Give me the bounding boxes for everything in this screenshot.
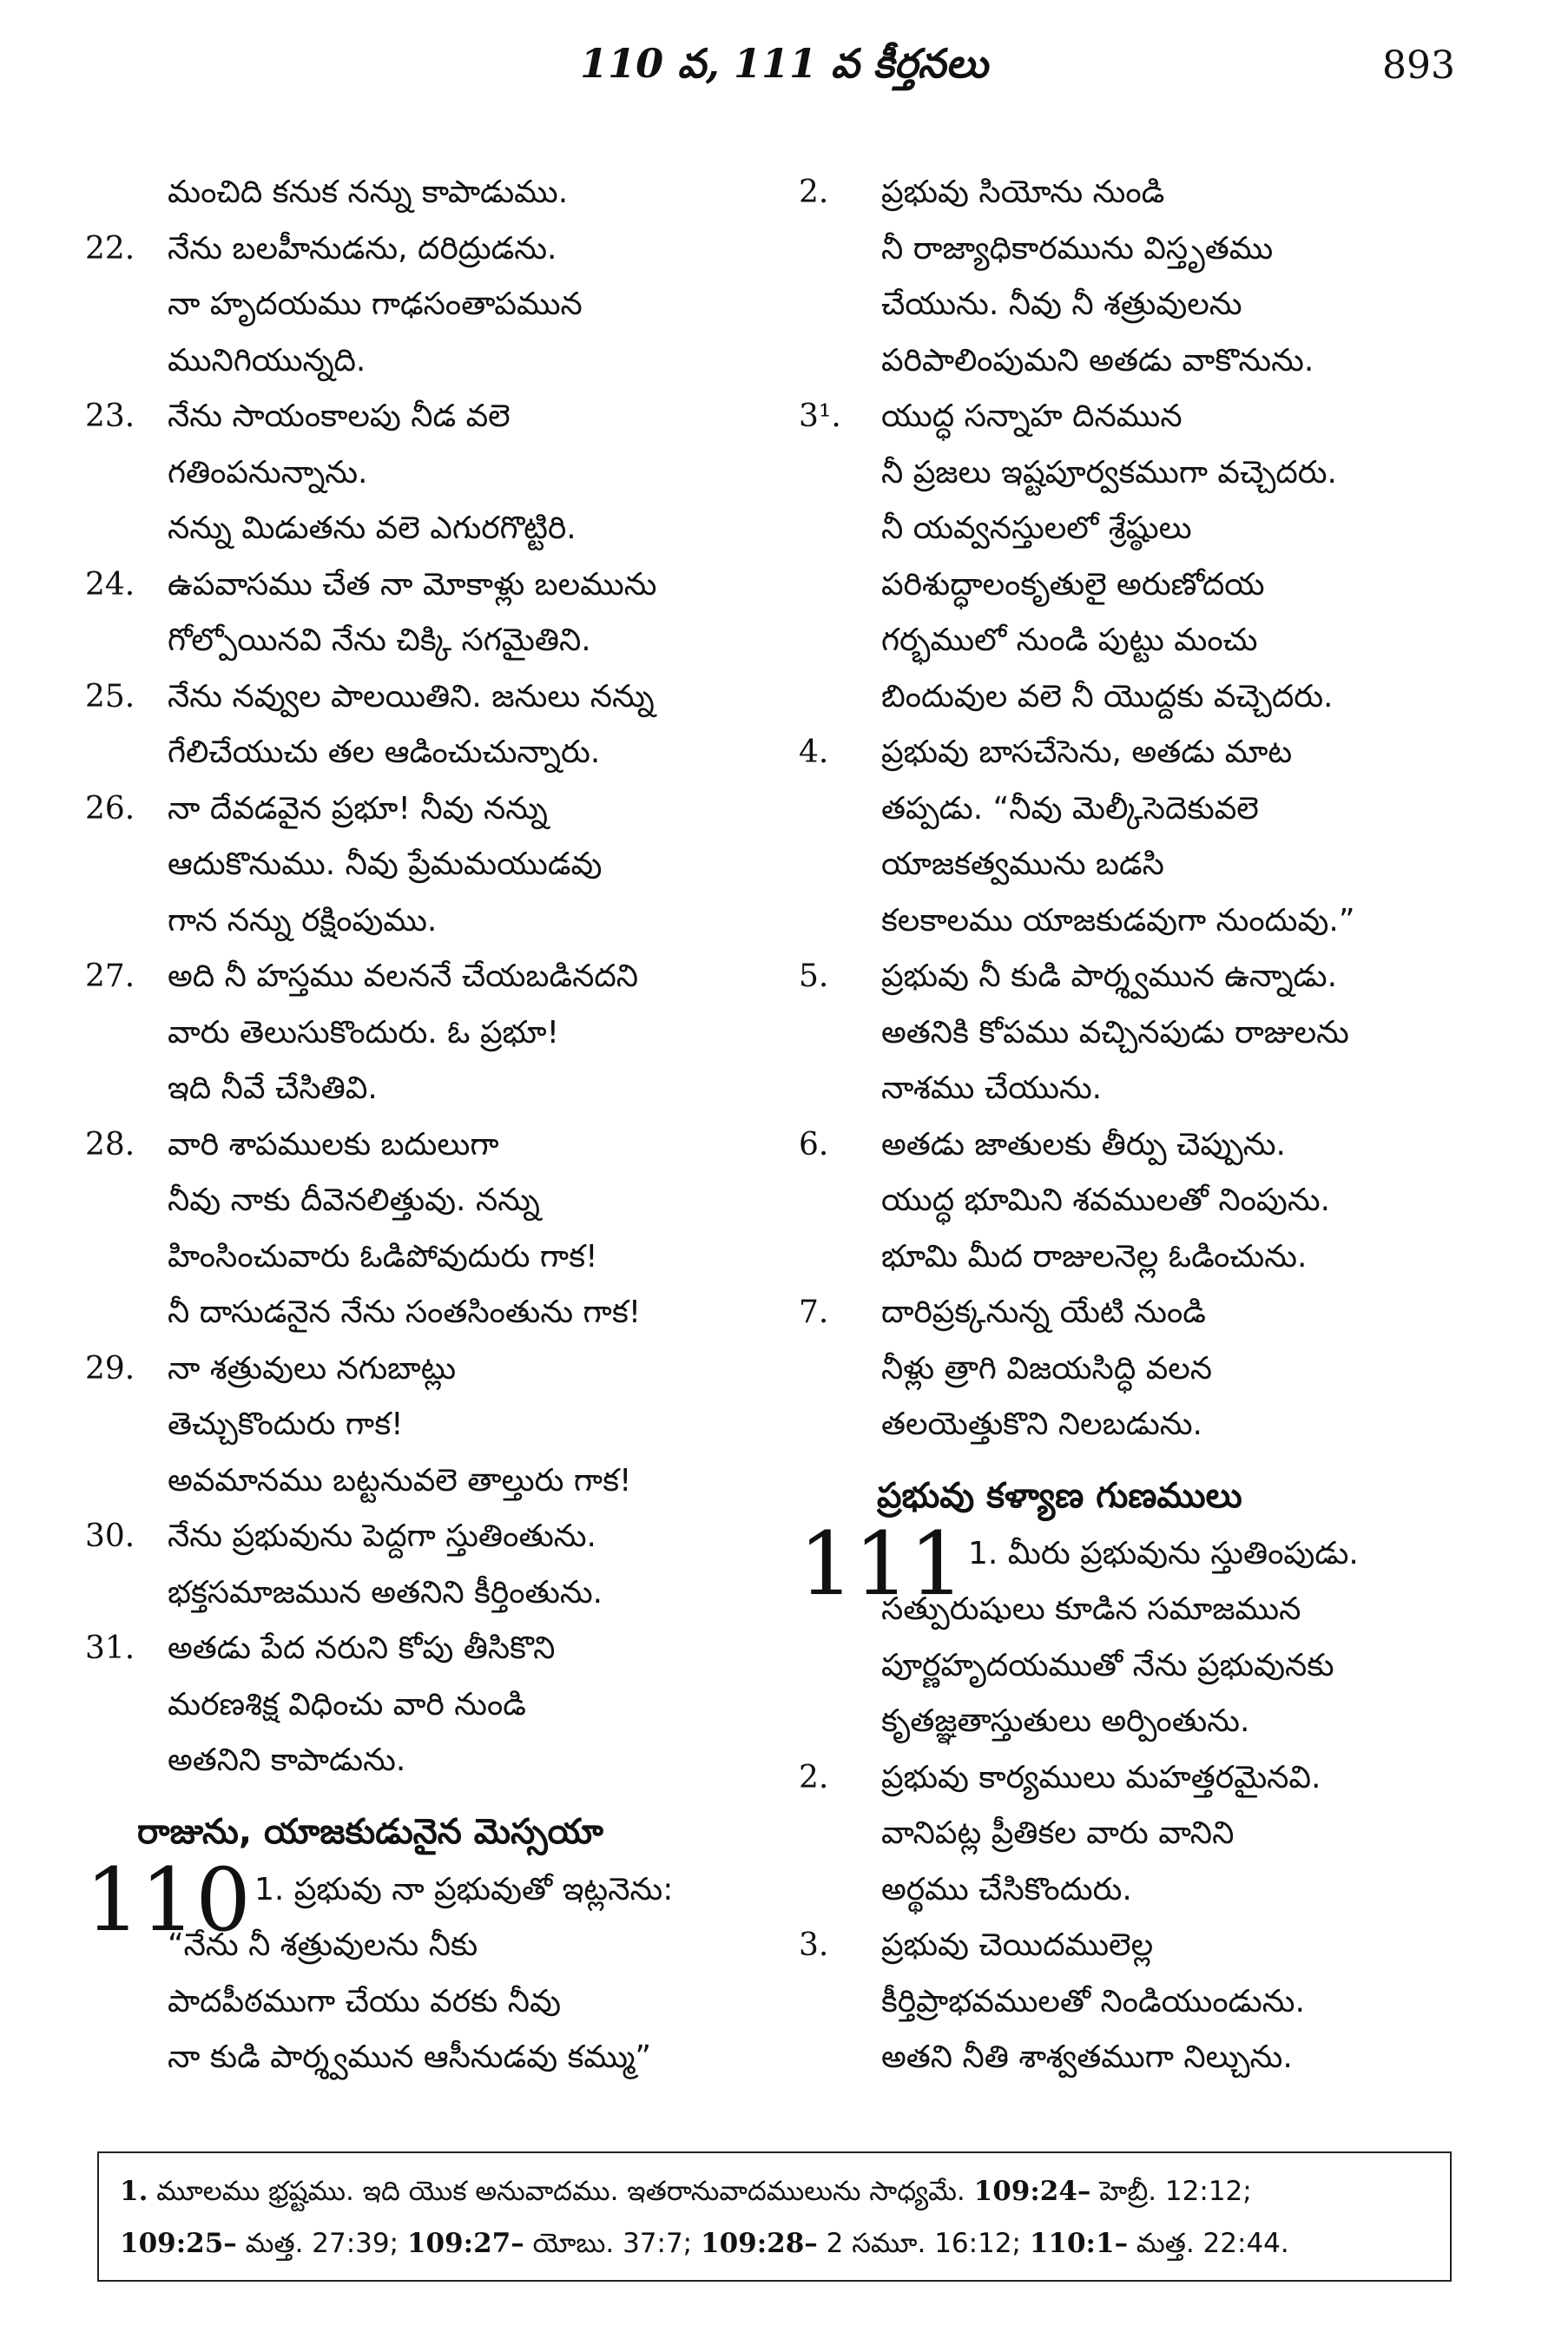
footnote-line xyxy=(120,2165,1429,2217)
verse-line: పాదపీఠముగా చేయు వరకు నీవు xyxy=(168,1983,562,2019)
psalm-block xyxy=(799,1512,1493,1750)
verse-number: 4. xyxy=(799,735,829,770)
footnote-ref: 109:27– xyxy=(406,2228,524,2259)
verse-line: అతనిని కాపాడును. xyxy=(168,1743,406,1778)
verse-line: గాన నన్ను రక్షింపుము. xyxy=(168,902,438,939)
verse-line: సత్పురుషులు కూడిన సమాజమున xyxy=(881,1591,1301,1627)
verse-number: 2. xyxy=(799,1759,829,1795)
verse-line: ఆదుకొనుము. నీవు ప్రేమమయుడవు xyxy=(168,847,603,882)
verse-line: ప్రభువు చెయిదములెల్ల xyxy=(881,1927,1154,1963)
page-number: 893 xyxy=(1382,43,1455,88)
footnote-text: యోబు. 37:7; xyxy=(524,2228,701,2259)
verse-line: ప్రభువు నీ కుడి పార్శ్వమున ఉన్నాడు. xyxy=(881,959,1338,994)
verse-line: నా దేవడవైన ప్రభూ! నీవు నన్ను xyxy=(168,790,548,827)
verse-line: నీ దాసుడనైన నేను సంతసింతును గాక! xyxy=(168,1295,642,1330)
verse-line: అది నీ హస్తము వలననే చేయబడినదని xyxy=(168,959,639,994)
verse-number: 25. xyxy=(85,678,135,715)
verse-block xyxy=(799,725,1493,949)
verse-line: తెచ్చుకొందురు గాక! xyxy=(168,1407,404,1442)
verse-line: చేయును. నీవు నీ శత్రువులను xyxy=(881,287,1242,322)
running-title: 110 వ, 111 వ కీర్తనలు xyxy=(580,40,988,87)
verse-block xyxy=(799,1285,1493,1453)
footnote-text: 2 సమూ. 16:12; xyxy=(817,2228,1030,2259)
verse-line: భక్తసమాజమున అతనిని కీర్తింతును. xyxy=(168,1574,603,1611)
verse-line: ప్రభువు బాసచేసెను, అతడు మాట xyxy=(881,735,1293,770)
verse-number: 24. xyxy=(85,566,135,603)
verse-line: అతని నీతి శాశ్వతముగా నిల్చును. xyxy=(881,2039,1293,2075)
verse-number: 29. xyxy=(85,1350,135,1387)
section-heading: ప్రభువు కళ్యాణ గుణములు xyxy=(877,1475,1242,1516)
verse-block xyxy=(85,1117,762,1341)
verse-block xyxy=(85,221,762,390)
verse-line: అతనికి కోపము వచ్చినపుడు రాజులను xyxy=(881,1014,1349,1051)
footnote-ref: 109:25– xyxy=(120,2228,237,2259)
verse-line: నా హృదయము గాఢసంతాపమున xyxy=(168,287,583,322)
verse-line: తలయెత్తుకొని నిలబడును. xyxy=(881,1407,1202,1442)
verse-number: 23. xyxy=(85,399,135,434)
verse-line: మునిగియున్నది. xyxy=(168,342,366,379)
verse-number: 3. xyxy=(799,1927,829,1963)
verse-line: గతింపనున్నాను. xyxy=(168,454,368,491)
verse-line: ప్రభువు సియోను నుండి xyxy=(881,175,1165,210)
verse-line: నేను సాయంకాలపు నీడ వలె xyxy=(168,399,511,434)
verse-number: 27. xyxy=(85,959,135,994)
verse-line: దారిప్రక్కనున్న యేటి నుండి xyxy=(881,1295,1206,1330)
verse-block xyxy=(85,1341,762,1510)
verse-line: నా శత్రువులు నగుబాట్లు xyxy=(168,1350,457,1387)
verse-line: మరణశిక్ష విధించు వారి నుండి xyxy=(168,1686,526,1723)
verse-block xyxy=(85,165,762,221)
verse-block xyxy=(85,557,762,669)
verse-block xyxy=(799,949,1493,1117)
verse-line: నీ రాజ్యాధికారమును విస్తృతము xyxy=(881,230,1274,267)
verse-line: అతడు పేద నరుని కోపు తీసికొని xyxy=(168,1631,556,1666)
footnote-ref: 109:24– xyxy=(973,2176,1091,2207)
verse-block xyxy=(799,165,1493,389)
verse-line: బిందువుల వలె నీ యొద్దకు వచ్చెదరు. xyxy=(881,678,1334,715)
verse-line: అతడు జాతులకు తీర్పు చెప్పును. xyxy=(881,1126,1286,1163)
verse-line: యాజకత్వమును బడసి xyxy=(881,847,1164,882)
verse-number: 26. xyxy=(85,790,135,827)
verse-line: “నేను నీ శత్రువులను నీకు xyxy=(168,1927,478,1963)
verse-line: కీర్తిప్రాభవములతో నిండియుండును. xyxy=(881,1983,1305,2019)
verse-line: మంచిది కనుక నన్ను కాపాడుము. xyxy=(168,175,569,210)
verse-line: నీ ప్రజలు ఇష్టపూర్వకముగా వచ్చెదరు. xyxy=(881,454,1338,491)
verse-block xyxy=(799,1117,1493,1286)
verse-line: పూర్ణహృదయముతో నేను ప్రభువునకు xyxy=(881,1647,1334,1683)
verse-line: నాశము చేయును. xyxy=(881,1071,1103,1106)
verse-number: 30. xyxy=(85,1519,135,1554)
verse-line: పరిపాలింపుమని అతడు వాకొనును. xyxy=(881,342,1314,379)
verse-block xyxy=(799,1918,1493,2086)
verse-line: హింసించువారు ఓడిపోవుదురు గాక! xyxy=(168,1238,598,1275)
verse-line: కలకాలము యాజకుడవుగా నుందువు.” xyxy=(881,902,1355,939)
footnote-text: మూలము భ్రష్టము. ఇది యొక అనువాదము. ఇతరానువాదములును సాధ్యమే. xyxy=(148,2176,974,2207)
verse-line: అర్థము చేసికొందురు. xyxy=(881,1871,1132,1907)
verse-line: యుద్ధ సన్నాహ దినమున xyxy=(881,399,1183,434)
verse-line: గర్భములో నుండి పుట్టు మంచు xyxy=(881,623,1258,658)
verse-line: నీళ్లు త్రాగి విజయసిద్ధి వలన xyxy=(881,1350,1213,1387)
verse-block xyxy=(85,781,762,950)
verse-line: గోల్పోయినవి నేను చిక్కి సగమైతిని. xyxy=(168,623,591,658)
verse-number: 2. xyxy=(799,175,829,210)
verse-line: కృతజ్ఞతాస్తుతులు అర్పింతును. xyxy=(881,1703,1250,1739)
psalm-block xyxy=(85,1848,762,2086)
verse-number: 6. xyxy=(799,1126,829,1163)
verse-line: ఉపవాసము చేత నా మోకాళ్లు బలమును xyxy=(168,566,657,603)
verse-line: భూమి మీద రాజులనెల్ల ఓడించును. xyxy=(881,1238,1308,1275)
verse-line: తప్పడు. “నీవు మెల్కీసెదెకువలె xyxy=(881,790,1259,827)
verse-block xyxy=(85,669,762,781)
verse-line: పరిశుద్ధాలంకృతులై అరుణోదయ xyxy=(881,566,1265,603)
verse-line: నేను ప్రభువును పెద్దగా స్తుతింతును. xyxy=(168,1519,596,1554)
footnote-ref: 1. xyxy=(120,2176,148,2207)
left-column xyxy=(85,165,762,2086)
verse-line: నేను నవ్వుల పాలయితిని. జనులు నన్ను xyxy=(168,678,655,715)
verse-number: 3¹. xyxy=(799,399,841,434)
verse-block xyxy=(799,1750,1493,1919)
footnote-text: మత్త. 22:44. xyxy=(1128,2228,1289,2259)
verse-line: నీ యవ్వనస్తులలో శ్రేష్ఠులు xyxy=(881,511,1192,546)
verse-line: నా కుడి పార్శ్వమున ఆసీనుడవు కమ్ము” xyxy=(168,2039,652,2075)
verse-block xyxy=(85,389,762,557)
verse-line: వారి శాపములకు బదులుగా xyxy=(168,1126,499,1163)
verse-number: 7. xyxy=(799,1295,829,1330)
verse-line: వానిపట్ల ప్రీతికల వారు వానిని xyxy=(881,1815,1235,1851)
footnote-ref: 109:28– xyxy=(701,2228,818,2259)
verse-line: గేలిచేయుచు తల ఆడించుచున్నారు. xyxy=(168,735,601,770)
psalm-number: 110 xyxy=(85,1848,251,1951)
verse-number xyxy=(85,165,163,221)
psalm-first-line: 1. మీరు ప్రభువును స్తుతింపుడు. xyxy=(968,1535,1359,1571)
verse-line: నీవు నాకు దీవెనలిత్తువు. నన్ను xyxy=(168,1183,540,1218)
psalm-number: 111 xyxy=(799,1512,965,1615)
footnote-text: మత్త. 27:39; xyxy=(236,2228,407,2259)
verse-number: 31. xyxy=(85,1631,135,1666)
verse-line: నన్ను మిడుతను వలె ఎగురగొట్టిరి. xyxy=(168,511,576,546)
verse-number: 5. xyxy=(799,959,829,994)
verse-line: వారు తెలుసుకొందురు. ఓ ప్రభూ! xyxy=(168,1014,560,1051)
verse-number: 28. xyxy=(85,1126,135,1163)
verse-line: అవమానము బట్టనువలె తాల్తురు గాక! xyxy=(168,1462,632,1499)
page-header xyxy=(0,40,1568,109)
verse-line: ఇది నీవే చేసితివి. xyxy=(168,1071,378,1106)
verse-line: యుద్ధ భూమిని శవములతో నింపును. xyxy=(881,1183,1331,1218)
psalm-first-line: 1. ప్రభువు నా ప్రభువుతో ఇట్లనెను: xyxy=(254,1871,674,1907)
verse-block xyxy=(799,389,1493,725)
verse-block xyxy=(85,949,762,1117)
footnote-text: హెబ్రీ. 12:12; xyxy=(1090,2176,1252,2207)
verse-line: నేను బలహీనుడను, దరిద్రుడను. xyxy=(168,230,557,267)
footnote-ref: 110:1– xyxy=(1029,2228,1129,2259)
verse-number: 22. xyxy=(85,230,135,267)
footnote-box xyxy=(97,2151,1452,2282)
verse-line: ప్రభువు కార్యములు మహత్తరమైనవి. xyxy=(881,1759,1321,1795)
right-column xyxy=(799,165,1493,2086)
verse-block xyxy=(85,1509,762,1621)
verse-block xyxy=(85,1621,762,1789)
footnote-line xyxy=(120,2217,1429,2270)
section-heading: రాజును, యాజకుడునైన మెస్సయా xyxy=(137,1811,603,1852)
